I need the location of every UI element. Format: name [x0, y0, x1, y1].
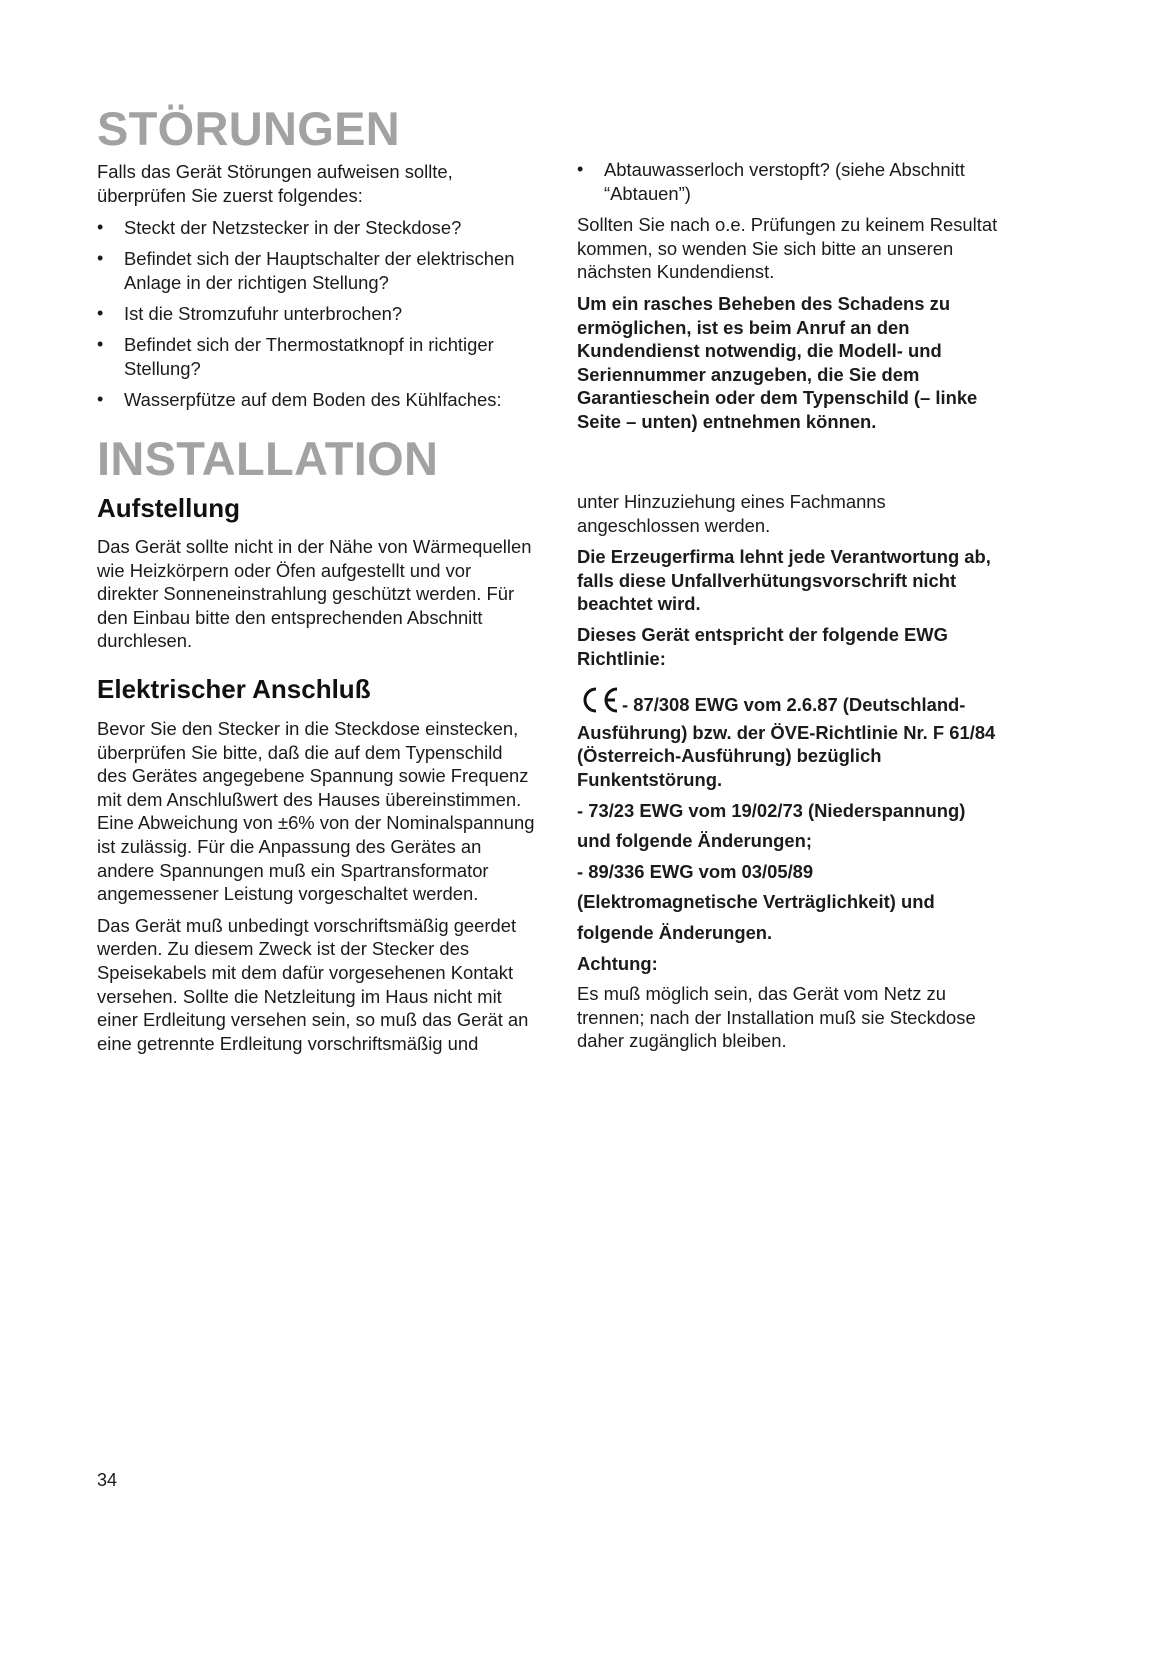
directive-line: - 73/23 EWG vom 19/02/73 (Niederspannung) [577, 799, 966, 821]
ce-paragraph [577, 685, 1007, 791]
installation-right-column [577, 490, 1007, 1053]
aufstellung-text: Das Gerät sollte nicht in der Nähe von Wärmequellen wie Heizkörpern oder Öfen aufgestellt und vor direkter Sonneneinstrahlung geschützt werden. Für den Einbau bitte den entsprechenden Abschnitt durchlesen. [97, 536, 532, 652]
section-title-stoerungen: STÖRUNGEN [97, 102, 400, 155]
list-item: • Wasserpfütze auf dem Boden des Kühlfaches: [97, 388, 537, 412]
list-item: • Steckt der Netzstecker in der Steckdose? [97, 216, 537, 240]
stoerungen-intro: Falls das Gerät Störungen aufweisen sollte, überprüfen Sie zuerst folgendes: [97, 161, 453, 206]
section-title-installation: INSTALLATION [97, 432, 439, 485]
directive-line: folgende Änderungen. [577, 921, 773, 943]
service-note: Um ein rasches Beheben des Schadens zu ermöglichen, ist es beim Anruf an den Kundendienst notwendig, die Modell- und Seriennummer anzugeben, die Sie dem Garantieschein oder dem Typenschild (– linke Seite – unten) entnehmen können. [577, 292, 978, 432]
list-item: • Ist die Stromzufuhr unterbrochen? [97, 302, 537, 326]
ce-mark-icon [577, 685, 621, 721]
warning-text: Es muß möglich sein, das Gerät vom Netz zu trennen; nach der Installation muß sie Steckdose daher zugänglich bleiben. [577, 983, 976, 1052]
heading-aufstellung: Aufstellung [97, 493, 240, 523]
warning-heading: Achtung: [577, 952, 658, 974]
anschluss-text-2: Das Gerät muß unbedingt vorschriftsmäßig geerdet werden. Zu diesem Zweck ist der Stecker des Speisekabels mit dem dafür vorgesehenen Kontakt versehen. Sollte die Netzleitung im Haus nicht mit einer Erdleitung versehen sein, so muß das Gerät an eine getrennte Erdleitung vorschriftsmäßig und [97, 914, 529, 1054]
page-number: 34 [97, 1470, 118, 1490]
checklist-continued [577, 158, 1007, 205]
installation-left-column [97, 495, 537, 1055]
heading-elektrischer-anschluss: Elektrischer Anschluß [97, 673, 371, 704]
list-item: • Abtauwasserloch verstopft? (siehe Abschnitt “Abtauen”) [577, 158, 1007, 205]
liability-note: Die Erzeugerfirma lehnt jede Verantwortung ab, falls diese Unfallverhütungsvorschrift nicht beachtet wird. [577, 546, 991, 615]
directive-line: und folgende Änderungen; [577, 830, 812, 852]
list-item: • Befindet sich der Hauptschalter der elektrischen Anlage in der richtigen Stellung? [97, 247, 537, 294]
stoerungen-left-column [97, 160, 537, 419]
directive-line: (Elektromagnetische Verträglichkeit) und [577, 891, 935, 913]
anschluss-text-2-continued: unter Hinzuziehung eines Fachmanns angeschlossen werden. [577, 491, 886, 536]
directive-intro: Dieses Gerät entspricht der folgende EWG Richtlinie: [577, 623, 948, 669]
followup-text: Sollten Sie nach o.e. Prüfungen zu keinem Resultat kommen, so wenden Sie sich bitte an unseren nächsten Kundendienst. [577, 214, 998, 283]
stoerungen-right-column [577, 158, 1007, 434]
directive-line: - 89/336 EWG vom 03/05/89 [577, 860, 814, 882]
checklist [97, 216, 537, 411]
list-item: • Befindet sich der Thermostatknopf in richtiger Stellung? [97, 333, 537, 380]
ce-directive-text: - 87/308 EWG vom 2.6.87 (Deutschland-Ausführung) bzw. der ÖVE-Richtlinie Nr. F 61/84 (Österreich-Ausführung) bezüglich Funkentstörung. [577, 694, 996, 790]
anschluss-text-1: Bevor Sie den Stecker in die Steckdose einstecken, überprüfen Sie bitte, daß die auf dem Typenschild des Gerätes angegebene Spannung sowie Frequenz mit dem Anschlußwert des Hauses übereinstimmen. Eine Abweichung von ±6% von der Nominalspannung ist zulässig. Für die Anpassung des Gerätes an andere Spannungen muß ein Spartransformator angemessener Leistung vorgeschaltet werden. [97, 717, 535, 905]
